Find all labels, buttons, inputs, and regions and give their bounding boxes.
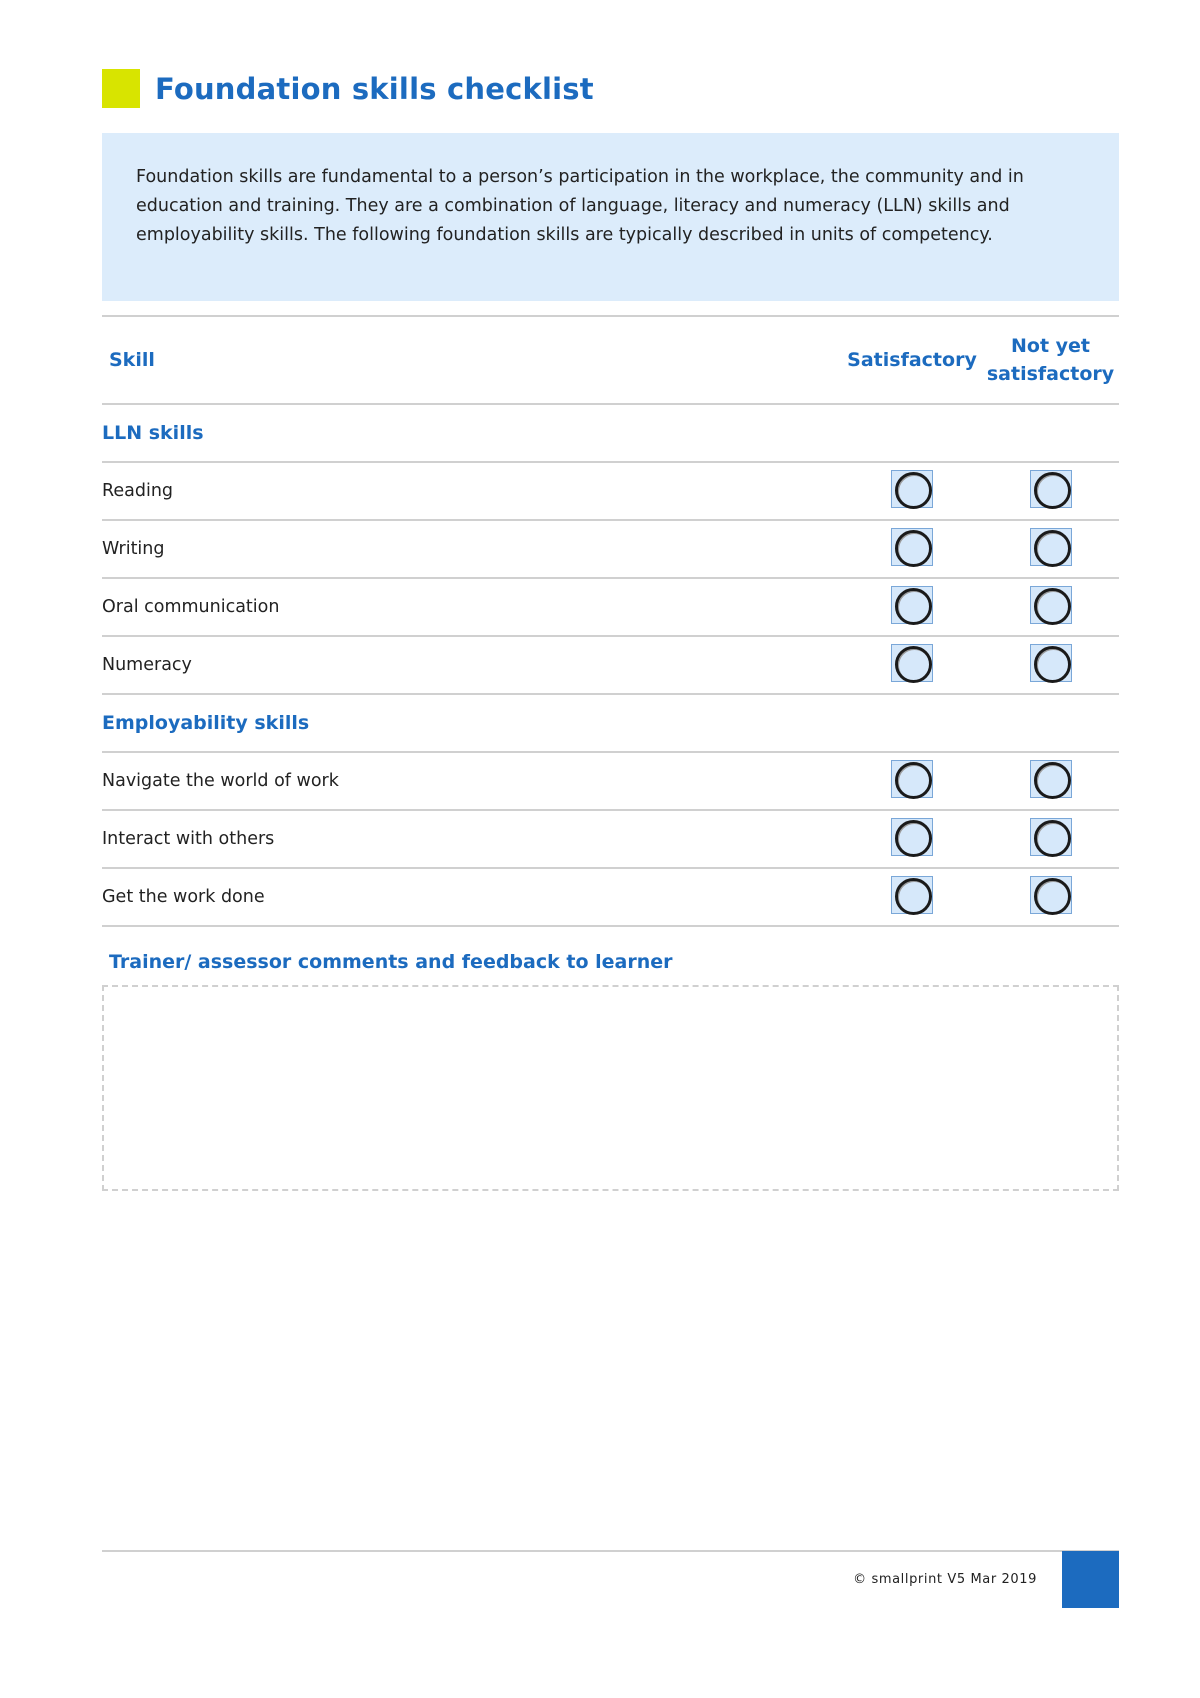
get-the-work-done-satisfactory-radio[interactable] (891, 876, 933, 914)
comments-label: Trainer/ assessor comments and feedback to learner (109, 951, 673, 973)
not-yet-satisfactory-column-header (982, 316, 1119, 404)
radio-circle-icon (895, 646, 932, 683)
oral-communication-satisfactory-radio[interactable] (891, 586, 933, 624)
section-heading-employability: Employability skills (102, 712, 310, 734)
radio-circle-icon (1034, 472, 1071, 509)
satisfactory-column-header: Satisfactory (847, 349, 977, 371)
page-header (102, 69, 594, 108)
not-yet-header-line2: satisfactory (986, 363, 1115, 385)
footer-divider (102, 1550, 1119, 1552)
oral-communication-not-yet-satisfactory-radio[interactable] (1030, 586, 1072, 624)
interact-with-others-not-yet-satisfactory-radio[interactable] (1030, 818, 1072, 856)
radio-circle-icon (895, 472, 932, 509)
table-row (102, 636, 1119, 694)
radio-circle-icon (1034, 820, 1071, 857)
radio-circle-icon (1034, 588, 1071, 625)
reading-satisfactory-radio[interactable] (891, 470, 933, 508)
skill-label-reading: Reading (102, 481, 174, 501)
radio-circle-icon (895, 530, 932, 567)
writing-satisfactory-radio[interactable] (891, 528, 933, 566)
table-row (102, 810, 1119, 868)
intro-box (102, 133, 1119, 301)
skill-label-numeracy: Numeracy (102, 655, 192, 675)
comments-field[interactable] (102, 985, 1119, 1191)
skill-label-writing: Writing (102, 539, 165, 559)
reading-not-yet-satisfactory-radio[interactable] (1030, 470, 1072, 508)
radio-circle-icon (1034, 530, 1071, 567)
intro-text: Foundation skills are fundamental to a person’s participation in the workplace, the community and in education and training. They are a combination of language, literacy and numeracy (LLN) skills and employability skills. The following foundation skills are typically described in units of competency. (136, 167, 1024, 245)
section-heading-row (102, 404, 1119, 462)
table-row (102, 752, 1119, 810)
table-header-row (102, 316, 1119, 404)
radio-circle-icon (1034, 646, 1071, 683)
radio-circle-icon (895, 588, 932, 625)
not-yet-header-line1: Not yet (1010, 335, 1090, 357)
table-row (102, 578, 1119, 636)
skills-checklist-table (102, 315, 1119, 927)
radio-circle-icon (895, 878, 932, 915)
interact-with-others-satisfactory-radio[interactable] (891, 818, 933, 856)
numeracy-not-yet-satisfactory-radio[interactable] (1030, 644, 1072, 682)
footer-copyright: © smallprint V5 Mar 2019 (853, 1572, 1037, 1587)
table-row (102, 868, 1119, 926)
skill-column-header: Skill (109, 349, 155, 371)
radio-circle-icon (895, 820, 932, 857)
writing-not-yet-satisfactory-radio[interactable] (1030, 528, 1072, 566)
section-heading-lln: LLN skills (102, 422, 204, 444)
footer-page-block (1062, 1551, 1119, 1608)
table-row (102, 462, 1119, 520)
title-accent-square (102, 69, 140, 108)
get-the-work-done-not-yet-satisfactory-radio[interactable] (1030, 876, 1072, 914)
radio-circle-icon (1034, 762, 1071, 799)
skill-label-get-the-work-done: Get the work done (102, 887, 265, 907)
numeracy-satisfactory-radio[interactable] (891, 644, 933, 682)
navigate-world-of-work-satisfactory-radio[interactable] (891, 760, 933, 798)
skill-label-navigate-world-of-work: Navigate the world of work (102, 771, 339, 791)
skill-label-oral-communication: Oral communication (102, 597, 280, 617)
radio-circle-icon (895, 762, 932, 799)
section-heading-row (102, 694, 1119, 752)
radio-circle-icon (1034, 878, 1071, 915)
page-title: Foundation skills checklist (155, 71, 594, 106)
skill-label-interact-with-others: Interact with others (102, 829, 275, 849)
table-row (102, 520, 1119, 578)
navigate-world-of-work-not-yet-satisfactory-radio[interactable] (1030, 760, 1072, 798)
